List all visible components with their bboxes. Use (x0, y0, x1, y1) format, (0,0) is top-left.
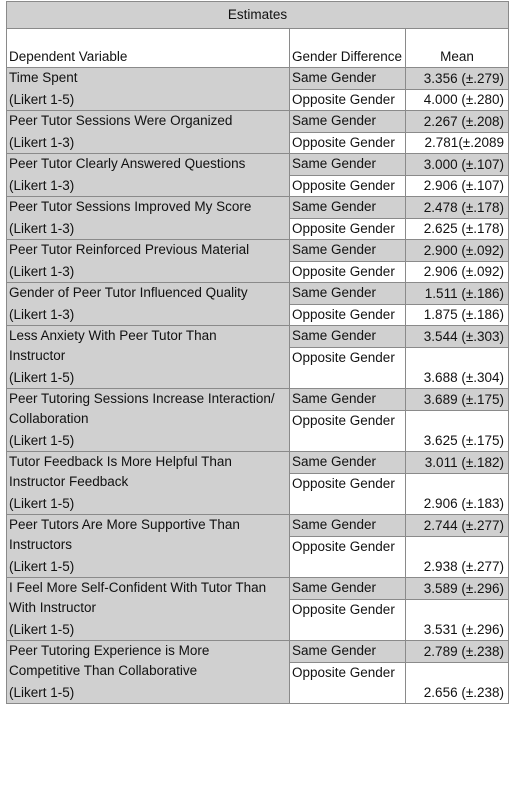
dependent-variable-cell (7, 578, 290, 641)
table-row (7, 452, 509, 474)
table-title: Estimates (7, 2, 509, 29)
gender-same-label: Same Gender (290, 641, 406, 663)
gender-opposite-label: Opposite Gender (290, 219, 406, 240)
table-body (7, 68, 509, 704)
likert-scale-label: (Likert 1-5) (9, 92, 75, 107)
likert-scale-label: (Likert 1-3) (9, 307, 75, 322)
gender-same-label: Same Gender (290, 578, 406, 600)
gender-opposite-label: Opposite Gender (290, 262, 406, 283)
gender-same-label: Same Gender (290, 326, 406, 348)
gender-opposite-label: Opposite Gender (290, 176, 406, 197)
dependent-variable-label: Gender of Peer Tutor Influenced Quality (9, 285, 248, 300)
table-row (7, 641, 509, 663)
likert-scale-label: (Likert 1-3) (9, 135, 75, 150)
mean-opposite-value: 2.906 (±.107) (406, 176, 509, 197)
header-dependent-variable: Dependent Variable (7, 29, 290, 68)
dependent-variable-cell (7, 111, 290, 154)
dependent-variable-cell (7, 197, 290, 240)
dependent-variable-cell (7, 452, 290, 515)
gender-opposite-label: Opposite Gender (290, 474, 406, 515)
estimates-table (6, 1, 509, 704)
mean-same-value: 2.478 (±.178) (406, 197, 509, 219)
gender-opposite-label: Opposite Gender (290, 411, 406, 452)
gender-opposite-label: Opposite Gender (290, 90, 406, 111)
mean-same-value: 3.000 (±.107) (406, 154, 509, 176)
dependent-variable-label: Peer Tutoring Experience is More (9, 643, 210, 658)
dependent-variable-label: With Instructor (9, 600, 97, 615)
mean-opposite-value: 3.688 (±.304) (406, 348, 509, 389)
dependent-variable-label: Peer Tutor Sessions Improved My Score (9, 199, 252, 214)
dependent-variable-label: Less Anxiety With Peer Tutor Than (9, 328, 217, 343)
gender-opposite-label: Opposite Gender (290, 600, 406, 641)
table-row (7, 578, 509, 600)
mean-same-value: 3.544 (±.303) (406, 326, 509, 348)
mean-same-value: 3.589 (±.296) (406, 578, 509, 600)
dependent-variable-label: Instructors (9, 537, 73, 552)
gender-same-label: Same Gender (290, 111, 406, 133)
dependent-variable-label: Peer Tutors Are More Supportive Than (9, 517, 240, 532)
likert-scale-label: (Likert 1-5) (9, 622, 75, 637)
header-mean: Mean (406, 29, 509, 68)
gender-opposite-label: Opposite Gender (290, 537, 406, 578)
table-row (7, 326, 509, 348)
mean-opposite-value: 2.625 (±.178) (406, 219, 509, 240)
gender-same-label: Same Gender (290, 515, 406, 537)
likert-scale-label: (Likert 1-5) (9, 559, 75, 574)
mean-opposite-value: 2.906 (±.183) (406, 474, 509, 515)
likert-scale-label: (Likert 1-5) (9, 685, 75, 700)
table-row (7, 389, 509, 411)
gender-opposite-label: Opposite Gender (290, 663, 406, 704)
header-gender-difference: Gender Difference (290, 29, 406, 68)
mean-same-value: 3.011 (±.182) (406, 452, 509, 474)
dependent-variable-label: Instructor Feedback (9, 474, 129, 489)
likert-scale-label: (Likert 1-5) (9, 433, 75, 448)
dependent-variable-cell (7, 240, 290, 283)
dependent-variable-label: Instructor (9, 348, 66, 363)
gender-same-label: Same Gender (290, 68, 406, 90)
mean-opposite-value: 3.625 (±.175) (406, 411, 509, 452)
mean-opposite-value: 2.906 (±.092) (406, 262, 509, 283)
dependent-variable-cell (7, 283, 290, 326)
table-row (7, 240, 509, 262)
likert-scale-label: (Likert 1-3) (9, 221, 75, 236)
gender-same-label: Same Gender (290, 452, 406, 474)
gender-opposite-label: Opposite Gender (290, 133, 406, 154)
gender-same-label: Same Gender (290, 240, 406, 262)
dependent-variable-cell (7, 68, 290, 111)
mean-same-value: 3.689 (±.175) (406, 389, 509, 411)
mean-opposite-value: 2.656 (±.238) (406, 663, 509, 704)
gender-same-label: Same Gender (290, 283, 406, 305)
table-row (7, 68, 509, 90)
table-row (7, 515, 509, 537)
mean-same-value: 1.511 (±.186) (406, 283, 509, 305)
table-row (7, 111, 509, 133)
gender-same-label: Same Gender (290, 154, 406, 176)
table-row (7, 197, 509, 219)
mean-same-value: 2.744 (±.277) (406, 515, 509, 537)
dependent-variable-cell (7, 326, 290, 389)
likert-scale-label: (Likert 1-5) (9, 370, 75, 385)
table-row (7, 154, 509, 176)
table-row (7, 283, 509, 305)
mean-opposite-value: 2.781(±.2089 (406, 133, 509, 154)
dependent-variable-cell (7, 389, 290, 452)
mean-opposite-value: 1.875 (±.186) (406, 305, 509, 326)
gender-same-label: Same Gender (290, 197, 406, 219)
gender-opposite-label: Opposite Gender (290, 305, 406, 326)
dependent-variable-label: Collaboration (9, 411, 89, 426)
likert-scale-label: (Likert 1-5) (9, 496, 75, 511)
dependent-variable-cell (7, 154, 290, 197)
likert-scale-label: (Likert 1-3) (9, 264, 75, 279)
dependent-variable-label: I Feel More Self-Confident With Tutor Than (9, 580, 267, 595)
mean-same-value: 2.267 (±.208) (406, 111, 509, 133)
mean-same-value: 2.900 (±.092) (406, 240, 509, 262)
dependent-variable-label: Tutor Feedback Is More Helpful Than (9, 454, 232, 469)
mean-same-value: 2.789 (±.238) (406, 641, 509, 663)
dependent-variable-label: Competitive Than Collaborative (9, 663, 198, 678)
dependent-variable-label: Peer Tutoring Sessions Increase Interaction/ (9, 391, 275, 406)
dependent-variable-cell (7, 641, 290, 704)
dependent-variable-label: Peer Tutor Reinforced Previous Material (9, 242, 250, 257)
gender-same-label: Same Gender (290, 389, 406, 411)
dependent-variable-label: Peer Tutor Sessions Were Organized (9, 113, 233, 128)
dependent-variable-label: Peer Tutor Clearly Answered Questions (9, 156, 246, 171)
mean-same-value: 3.356 (±.279) (406, 68, 509, 90)
mean-opposite-value: 4.000 (±.280) (406, 90, 509, 111)
mean-opposite-value: 3.531 (±.296) (406, 600, 509, 641)
dependent-variable-label: Time Spent (9, 70, 78, 85)
dependent-variable-cell (7, 515, 290, 578)
gender-opposite-label: Opposite Gender (290, 348, 406, 389)
mean-opposite-value: 2.938 (±.277) (406, 537, 509, 578)
likert-scale-label: (Likert 1-3) (9, 178, 75, 193)
